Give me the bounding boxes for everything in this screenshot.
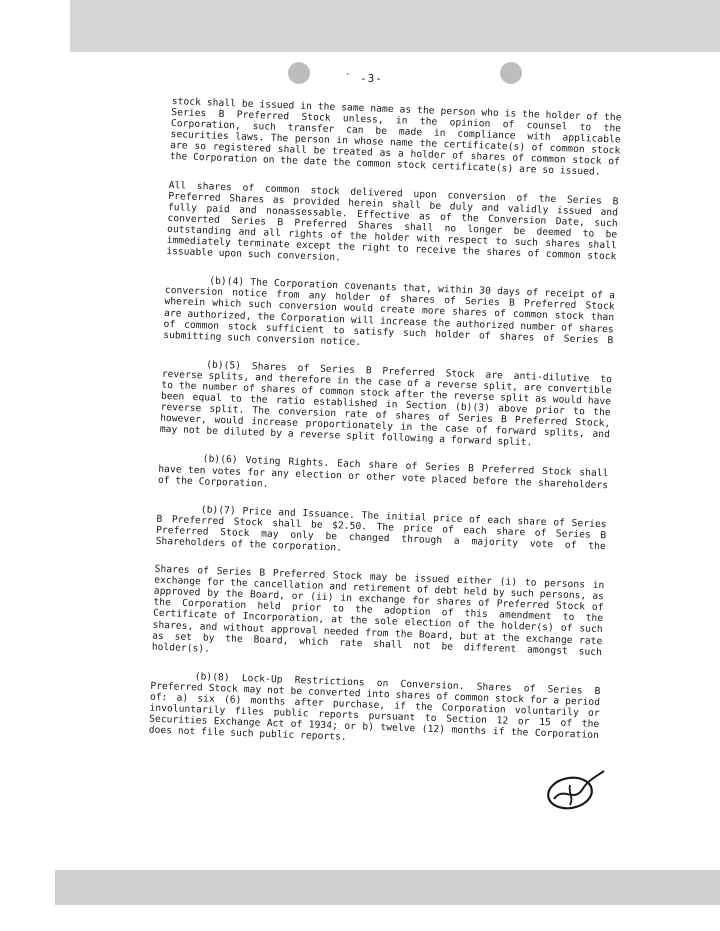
paragraph-text: (b)(5) Shares of Series B Preferred Stock are anti-dilutive to reverse splits, and therefore in the case of a reverse split, are convertible to the number of shares of common stock after the reverse split as would have been equal to the ratio established in Section (b)(3) above prior to the reverse split. The conversion rate of shares of Series B Preferred Stock, however, would increase proportionately in the case of forward splits, and may not be diluted by a reverse split following a forward split. xyxy=(159,359,613,449)
punch-hole-right xyxy=(500,62,522,84)
paragraph-b6-voting-rights xyxy=(158,452,609,502)
paragraph-text: (b)(7) Price and Issuance. The initial price of each share of Series B Preferred Stock shall be $2.50. The price of each share of Series B Preferred Stock may only be changed through a majority vote of the Shareholders of the corporation. xyxy=(155,504,607,554)
scan-top-margin xyxy=(0,0,70,52)
paragraph-issuance-exchange: Shares of Series B Preferred Stock may be issued either (i) to persons in exchange for the cancellation and retirement of debt held by such persons, as approved by the Board, or (ii) in exchange for shares of Preferred Stock of the Corporation held prior to the adoption of this amendment to the Certificate of Incorporation, at the sole election of the holder(s) of such shares, and without approval needed from the Board, but at the exchange rate as set by the Board, which rate shall not be different amongst such holder(s). xyxy=(151,563,605,658)
paragraph-stock-issuance: stock shall be issued in the same name as the person who is the holder of the Series B Preferred Stock unless, in the opinion of counsel to the Corporation, such transfer can be made in compliance with applicable securities laws. The person in whose name the certificate(s) of common stock are so registered shall be treated as a holder of shares of common stock of the Corporation on the date the common stock certificate(s) are so issued. xyxy=(169,96,622,179)
paragraph-text: (b)(4) The Corporation covenants that, within 30 days of receipt of a conversion notice from any holder of shares of Series B Preferred Stock wherein which such conversion would create more shares of common stock than are authorized, the Corporation will increase the authorized number of shares of common stock sufficient to satisfy such holder of shares of Series B submitting such conversion notice. xyxy=(163,275,616,348)
scan-top-band xyxy=(70,0,720,52)
page-number: -3- xyxy=(360,72,383,85)
paragraph-shares-delivered: All shares of common stock delivered upon conversion of the Series B Preferred Shares as provided herein shall be duly and validly issued and fully paid and nonassessable. Effective as of the Conversion Date, such converted Series B Preferred Shares shall no longer be deemed to be outstanding and all rights of the holder with respect to such shares shall immediately terminate except the right to receive the shares of common stock issuable upon such conversion. xyxy=(166,179,619,264)
document-body xyxy=(148,96,622,769)
punch-hole-left xyxy=(288,62,310,84)
scan-bottom-band xyxy=(55,870,720,905)
paragraph-text: (b)(8) Lock-Up Restrictions on Conversion. Shares of Series B Preferred Stock may not be converted into shares of common stock for a period of: a) six (6) months after purchase, if the Corporation voluntarily or involuntarily files public reports pursuant to Section 12 or 15 of the Securities Exchange Act of 1934; or b) twelve (12) months if the Corporation does not file such public reports. xyxy=(148,671,601,744)
paragraph-b4-covenant xyxy=(163,274,615,357)
page-tick-mark: · xyxy=(345,70,351,80)
paragraph-b8-lock-up xyxy=(149,669,601,752)
handwritten-initials-signature xyxy=(540,765,610,815)
paragraph-b7-price-issuance xyxy=(155,502,606,563)
paragraph-b5-anti-dilutive xyxy=(160,358,613,452)
paragraph-text: (b)(6) Voting Rights. Each share of Series B Preferred Stock shall have ten votes for any election or other vote placed before the shareholders of the Corporation. xyxy=(157,453,609,491)
